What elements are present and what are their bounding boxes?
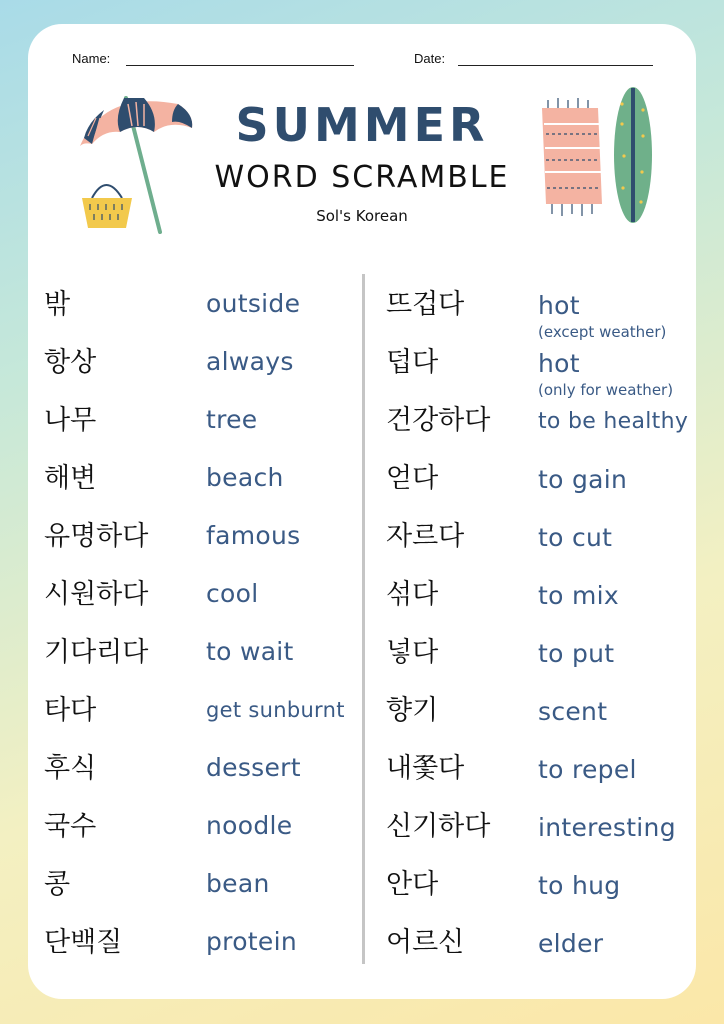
column-divider: [362, 274, 365, 964]
korean-word: 어르신: [386, 927, 465, 958]
english-meaning: hot: [538, 291, 580, 320]
english-meaning: to gain: [538, 465, 628, 494]
korean-word: 덥다: [386, 347, 439, 378]
english-meaning: get sunburnt: [206, 698, 345, 722]
english-meaning: cool: [206, 579, 259, 608]
korean-word: 시원하다: [44, 579, 149, 610]
usage-note: (only for weather): [538, 381, 674, 399]
korean-word: 내쫓다: [386, 753, 465, 784]
korean-word: 단백질: [44, 927, 123, 958]
korean-word: 향기: [386, 695, 439, 726]
english-meaning: to put: [538, 639, 615, 668]
korean-word: 타다: [44, 695, 97, 726]
english-meaning: tree: [206, 405, 258, 434]
english-meaning: to wait: [206, 637, 294, 666]
english-meaning: scent: [538, 697, 608, 726]
english-meaning: to hug: [538, 871, 621, 900]
english-meaning: hot: [538, 349, 580, 378]
english-meaning: dessert: [206, 753, 301, 782]
date-line: [458, 65, 653, 66]
name-line: [126, 65, 354, 66]
english-meaning: noodle: [206, 811, 293, 840]
korean-word: 항상: [44, 347, 97, 378]
english-meaning: always: [206, 347, 294, 376]
english-meaning: protein: [206, 927, 297, 956]
korean-word: 해변: [44, 463, 97, 494]
title-summer: SUMMER: [235, 98, 489, 152]
korean-word: 신기하다: [386, 811, 491, 842]
korean-word: 국수: [44, 811, 97, 842]
author-credit: Sol's Korean: [316, 207, 408, 225]
korean-word: 기다리다: [44, 637, 149, 668]
korean-word: 자르다: [386, 521, 465, 552]
english-meaning: to cut: [538, 523, 613, 552]
english-meaning: famous: [206, 521, 301, 550]
usage-note: (except weather): [538, 323, 667, 341]
english-meaning: to mix: [538, 581, 619, 610]
english-meaning: beach: [206, 463, 284, 492]
english-meaning: elder: [538, 929, 604, 958]
korean-word: 유명하다: [44, 521, 149, 552]
name-label: Name:: [72, 51, 111, 66]
korean-word: 후식: [44, 753, 97, 784]
korean-word: 건강하다: [386, 405, 491, 436]
korean-word: 넣다: [386, 637, 439, 668]
korean-word: 섞다: [386, 579, 439, 610]
korean-word: 뜨겁다: [386, 289, 465, 320]
korean-word: 안다: [386, 869, 439, 900]
title-word-scramble: WORD SCRAMBLE: [214, 160, 510, 195]
english-meaning: outside: [206, 289, 301, 318]
english-meaning: interesting: [538, 813, 676, 842]
english-meaning: bean: [206, 869, 270, 898]
korean-word: 밖: [44, 289, 71, 320]
date-label: Date:: [414, 51, 446, 66]
korean-word: 나무: [44, 405, 97, 436]
english-meaning: to be healthy: [538, 409, 689, 434]
korean-word: 얻다: [386, 463, 439, 494]
korean-word: 콩: [44, 869, 71, 900]
english-meaning: to repel: [538, 755, 637, 784]
